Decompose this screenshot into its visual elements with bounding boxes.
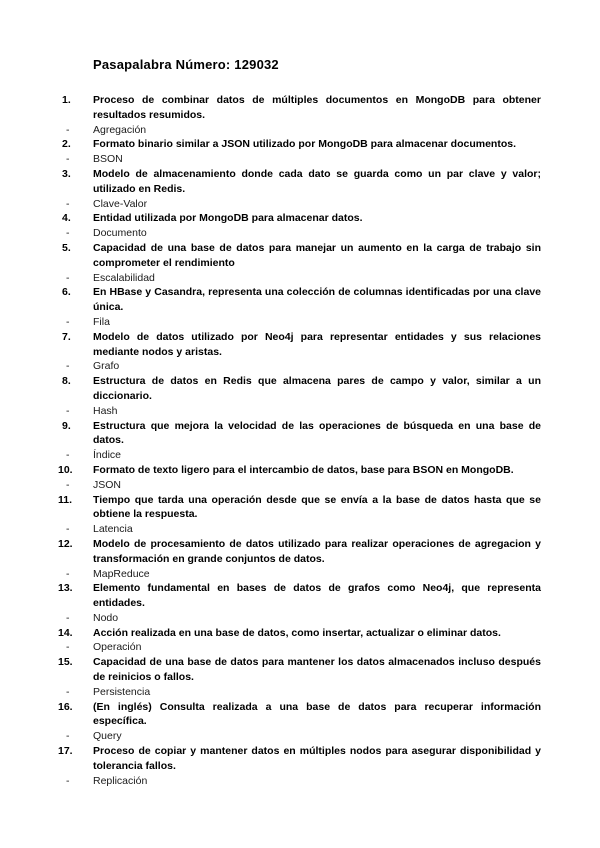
list-item (0, 374, 600, 418)
question-text: Elemento fundamental en bases de datos de grafos como Neo4j, que representa entidades. (93, 582, 541, 610)
answer-row (0, 404, 600, 419)
list-item (0, 419, 600, 463)
answer-text: Hash (93, 404, 118, 417)
answer-text: Grafo (93, 360, 120, 373)
answer-text: Agregación (93, 123, 147, 136)
question-text: Proceso de copiar y mantener datos en múltiples nodos para asegurar disponibilidad y tolerancia fallos. (93, 745, 541, 772)
question-row (0, 137, 541, 152)
list-item (0, 463, 600, 493)
question-row (0, 744, 541, 774)
list-item (0, 211, 600, 241)
answer-text: Query (93, 730, 122, 743)
item-number: 1. (62, 94, 71, 106)
list-item (0, 493, 600, 537)
answer-dash: - (66, 611, 70, 624)
list-item (0, 626, 600, 656)
answer-dash: - (66, 153, 70, 166)
question-text: Acción realizada en una base de datos, como insertar, actualizar o eliminar datos. (93, 626, 501, 639)
question-text: Tiempo que tarda una operación desde que se envía a la base de datos hasta que se obtiene la respuesta. (93, 493, 541, 521)
answer-row (0, 226, 600, 241)
question-text: En HBase y Casandra, representa una colección de columnas identificadas por una clave única. (93, 286, 541, 314)
question-text: Formato binario similar a JSON utilizado por MongoDB para almacenar documentos. (93, 138, 516, 151)
list-item (0, 137, 600, 167)
answer-dash: - (66, 404, 70, 417)
answer-dash: - (66, 641, 70, 654)
answer-text: JSON (93, 478, 122, 491)
question-row (0, 493, 541, 523)
answer-text: Escalabilidad (93, 271, 155, 284)
answer-text: MapReduce (93, 567, 150, 580)
item-number: 6. (62, 286, 71, 299)
item-number: 10. (58, 463, 73, 476)
item-number: 12. (58, 537, 73, 550)
question-text: Proceso de combinar datos de múltiples documentos en MongoDB para obtener resultados resumidos. (93, 94, 541, 121)
answer-text: Documento (93, 227, 147, 240)
item-number: 3. (62, 167, 71, 180)
answer-row (0, 271, 600, 286)
item-number: 16. (58, 700, 73, 713)
question-text: Formato de texto ligero para el intercambio de datos, base para BSON en MongoDB. (93, 463, 514, 476)
question-row (0, 581, 541, 611)
question-list (0, 93, 600, 788)
answer-dash: - (66, 449, 70, 462)
question-text: Estructura que mejora la velocidad de las operaciones de búsqueda en una base de datos. (93, 419, 541, 447)
question-row (0, 167, 541, 197)
question-text: Capacidad de una base de datos para mantener los datos almacenados incluso después de reinicios o fallos. (93, 656, 541, 684)
answer-text: Replicación (93, 774, 148, 787)
question-text: Modelo de datos utilizado por Neo4j para representar entidades y sus relaciones mediante nodos y aristas. (93, 330, 541, 358)
page-title: Pasapalabra Número: 129032 (93, 57, 279, 72)
answer-row (0, 123, 600, 138)
question-row (0, 374, 541, 404)
item-number: 7. (62, 330, 71, 343)
answer-dash: - (66, 478, 70, 491)
question-row (0, 93, 541, 123)
answer-dash: - (66, 360, 70, 373)
item-number: 8. (62, 375, 71, 388)
answer-text: Nodo (93, 611, 119, 624)
question-row (0, 285, 541, 315)
answer-text: Clave-Valor (93, 197, 148, 210)
answer-row (0, 611, 600, 626)
question-row (0, 626, 541, 641)
answer-dash: - (66, 197, 70, 210)
list-item (0, 744, 600, 788)
answer-dash: - (66, 774, 70, 787)
question-text: Entidad utilizada por MongoDB para almacenar datos. (93, 212, 363, 225)
question-row (0, 419, 541, 449)
answer-row (0, 774, 600, 789)
question-row (0, 241, 541, 271)
list-item (0, 93, 600, 137)
answer-dash: - (66, 730, 70, 743)
answer-dash: - (66, 567, 70, 580)
item-number: 2. (62, 138, 71, 151)
answer-text: Fila (93, 315, 110, 328)
question-text: Estructura de datos en Redis que almacena pares de campo y valor, similar a un diccionario. (93, 375, 541, 402)
answer-row (0, 522, 600, 537)
answer-row (0, 729, 600, 744)
question-text: Modelo de almacenamiento donde cada dato se guarda como un par clave y valor; utilizado en Redis. (93, 167, 541, 195)
question-row (0, 463, 541, 478)
item-number: 5. (62, 241, 71, 254)
item-number: 14. (58, 626, 73, 639)
answer-text: Índice (93, 449, 122, 462)
list-item (0, 700, 600, 744)
answer-row (0, 197, 600, 212)
question-row (0, 537, 541, 567)
list-item (0, 167, 600, 211)
question-text: (En inglés) Consulta realizada a una base de datos para recuperar información específica. (93, 700, 541, 728)
answer-dash: - (66, 685, 70, 698)
item-number: 4. (62, 212, 71, 225)
item-number: 15. (58, 656, 73, 669)
answer-text: Operación (93, 641, 142, 654)
answer-row (0, 359, 600, 374)
answer-dash: - (66, 315, 70, 328)
list-item (0, 537, 600, 581)
answer-text: Latencia (93, 523, 133, 536)
question-row (0, 211, 541, 226)
answer-dash: - (66, 523, 70, 536)
answer-row (0, 567, 600, 582)
answer-dash: - (66, 271, 70, 284)
answer-row (0, 640, 600, 655)
item-number: 17. (58, 745, 73, 758)
question-text: Capacidad de una base de datos para manejar un aumento en la carga de trabajo sin comprometer el rendimiento (93, 241, 541, 269)
list-item (0, 285, 600, 329)
answer-dash: - (66, 123, 70, 136)
answer-row (0, 152, 600, 167)
answer-row (0, 478, 600, 493)
answer-row (0, 315, 600, 330)
item-number: 11. (58, 493, 73, 506)
answer-row (0, 685, 600, 700)
item-number: 9. (62, 419, 71, 432)
list-item (0, 241, 600, 285)
list-item (0, 655, 600, 699)
answer-dash: - (66, 227, 70, 240)
answer-text: BSON (93, 153, 123, 166)
answer-text: Persistencia (93, 685, 151, 698)
list-item (0, 581, 600, 625)
answer-row (0, 448, 600, 463)
item-number: 13. (58, 582, 73, 595)
question-row (0, 655, 541, 685)
question-text: Modelo de procesamiento de datos utilizado para realizar operaciones de agregacion y transformación en grande conjuntos de datos. (93, 537, 541, 565)
list-item (0, 330, 600, 374)
question-row (0, 330, 541, 360)
question-row (0, 700, 541, 730)
